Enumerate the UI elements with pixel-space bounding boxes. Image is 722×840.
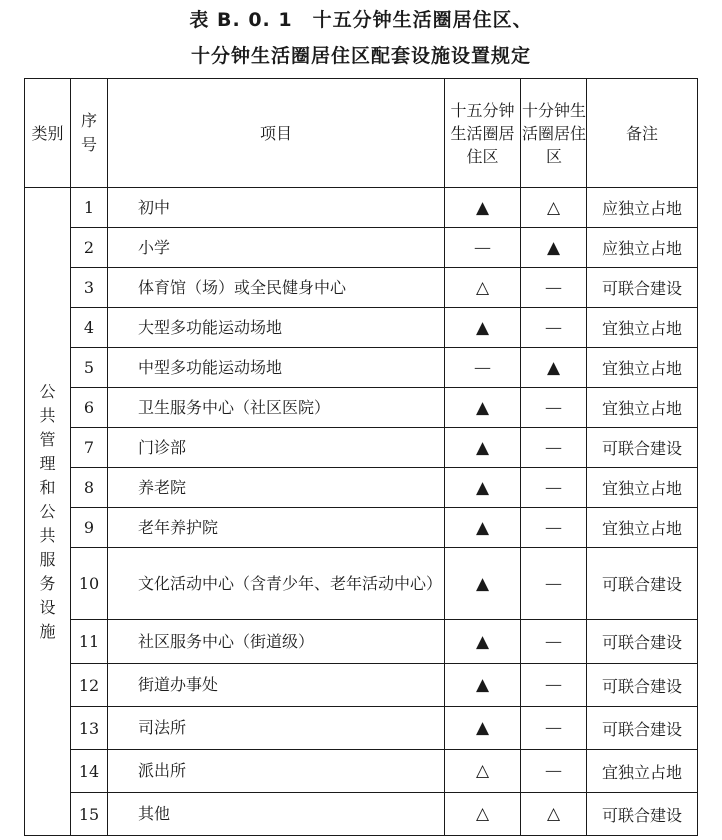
row-fifteen-min: △ bbox=[445, 793, 521, 836]
row-remark: 宜独立占地 bbox=[587, 308, 698, 348]
row-item bbox=[108, 548, 445, 620]
table-row bbox=[25, 508, 698, 548]
row-fifteen-min: ▲ bbox=[445, 388, 521, 428]
row-item-text: 初中 bbox=[138, 197, 171, 217]
row-item bbox=[108, 388, 445, 428]
row-ten-min: — bbox=[521, 308, 587, 348]
row-seq: 1 bbox=[71, 188, 108, 228]
row-item bbox=[108, 268, 445, 308]
row-ten-min: — bbox=[521, 620, 587, 664]
table-title bbox=[0, 2, 722, 74]
row-item bbox=[108, 664, 445, 707]
row-ten-min: — bbox=[521, 508, 587, 548]
table-row bbox=[25, 188, 698, 228]
row-fifteen-min: ▲ bbox=[445, 468, 521, 508]
row-ten-min: ▲ bbox=[521, 348, 587, 388]
table-row bbox=[25, 707, 698, 750]
row-ten-min: — bbox=[521, 388, 587, 428]
category-label: 公共管理和公共服务设施 bbox=[39, 381, 56, 641]
row-item-text: 老年养护院 bbox=[138, 517, 219, 537]
table-row bbox=[25, 268, 698, 308]
row-fifteen-min: ▲ bbox=[445, 308, 521, 348]
row-ten-min: △ bbox=[521, 793, 587, 836]
row-seq: 7 bbox=[71, 428, 108, 468]
header-remark: 备注 bbox=[587, 79, 698, 188]
row-fifteen-min: ▲ bbox=[445, 428, 521, 468]
header-item: 项目 bbox=[108, 79, 445, 188]
row-fifteen-min: △ bbox=[445, 268, 521, 308]
row-item bbox=[108, 228, 445, 268]
row-remark: 可联合建设 bbox=[587, 268, 698, 308]
table-row bbox=[25, 548, 698, 620]
row-seq: 5 bbox=[71, 348, 108, 388]
row-item bbox=[108, 348, 445, 388]
row-fifteen-min: — bbox=[445, 228, 521, 268]
row-item-text: 街道办事处 bbox=[138, 675, 219, 694]
row-fifteen-min: ▲ bbox=[445, 707, 521, 750]
row-fifteen-min: ▲ bbox=[445, 620, 521, 664]
table-body bbox=[25, 188, 698, 836]
row-item bbox=[108, 750, 445, 793]
row-seq: 4 bbox=[71, 308, 108, 348]
row-ten-min: — bbox=[521, 268, 587, 308]
title-line-2: 十分钟生活圈居住区配套设施设置规定 bbox=[190, 45, 531, 67]
row-seq: 12 bbox=[71, 664, 108, 707]
row-remark: 宜独立占地 bbox=[587, 388, 698, 428]
row-remark: 可联合建设 bbox=[587, 620, 698, 664]
row-ten-min: — bbox=[521, 750, 587, 793]
row-fifteen-min: ▲ bbox=[445, 664, 521, 707]
row-seq: 15 bbox=[71, 793, 108, 836]
row-item bbox=[108, 620, 445, 664]
row-remark: 可联合建设 bbox=[587, 793, 698, 836]
row-remark: 可联合建设 bbox=[587, 664, 698, 707]
row-ten-min: — bbox=[521, 428, 587, 468]
header-ten-min: 十分钟生活圈居住区 bbox=[521, 79, 587, 188]
row-item-text: 其他 bbox=[138, 804, 171, 823]
header-category: 类别 bbox=[25, 79, 71, 188]
row-ten-min: — bbox=[521, 664, 587, 707]
title-line-1: 表 B. 0. 1 十五分钟生活圈居住区、 bbox=[189, 9, 533, 31]
table-row bbox=[25, 750, 698, 793]
row-item-text: 小学 bbox=[138, 237, 171, 257]
row-item bbox=[108, 188, 445, 228]
row-ten-min: △ bbox=[521, 188, 587, 228]
row-seq: 14 bbox=[71, 750, 108, 793]
row-item-text: 门诊部 bbox=[138, 437, 187, 457]
row-seq: 8 bbox=[71, 468, 108, 508]
table-row bbox=[25, 308, 698, 348]
row-seq: 2 bbox=[71, 228, 108, 268]
header-seq: 序号 bbox=[71, 79, 108, 188]
row-seq: 11 bbox=[71, 620, 108, 664]
facilities-table bbox=[24, 78, 698, 836]
row-item-text: 大型多功能运动场地 bbox=[138, 317, 283, 337]
header-fifteen-min: 十五分钟生活圈居住区 bbox=[445, 79, 521, 188]
row-remark: 可联合建设 bbox=[587, 548, 698, 620]
table-row bbox=[25, 348, 698, 388]
row-ten-min: — bbox=[521, 707, 587, 750]
row-ten-min: ▲ bbox=[521, 228, 587, 268]
row-remark: 可联合建设 bbox=[587, 707, 698, 750]
row-fifteen-min: ▲ bbox=[445, 508, 521, 548]
row-fifteen-min: △ bbox=[445, 750, 521, 793]
row-item-text: 文化活动中心（含青少年、老年活动中心） bbox=[138, 573, 443, 593]
row-remark: 宜独立占地 bbox=[587, 468, 698, 508]
table-row bbox=[25, 793, 698, 836]
row-item-text: 司法所 bbox=[138, 718, 187, 737]
table-row bbox=[25, 664, 698, 707]
row-item-text: 社区服务中心（街道级） bbox=[138, 631, 315, 651]
row-remark: 宜独立占地 bbox=[587, 750, 698, 793]
table-row bbox=[25, 228, 698, 268]
row-remark: 可联合建设 bbox=[587, 428, 698, 468]
row-seq: 9 bbox=[71, 508, 108, 548]
row-item-text: 中型多功能运动场地 bbox=[138, 357, 283, 377]
category-cell bbox=[25, 188, 71, 836]
row-item bbox=[108, 707, 445, 750]
row-seq: 10 bbox=[71, 548, 108, 620]
row-item bbox=[108, 508, 445, 548]
row-remark: 应独立占地 bbox=[587, 228, 698, 268]
row-ten-min: — bbox=[521, 468, 587, 508]
row-item-text: 派出所 bbox=[138, 761, 187, 780]
table-row bbox=[25, 388, 698, 428]
row-item-text: 养老院 bbox=[138, 477, 187, 497]
row-seq: 13 bbox=[71, 707, 108, 750]
row-item bbox=[108, 308, 445, 348]
row-remark: 宜独立占地 bbox=[587, 508, 698, 548]
table-row bbox=[25, 620, 698, 664]
header-row bbox=[25, 79, 698, 188]
row-item bbox=[108, 428, 445, 468]
row-fifteen-min: ▲ bbox=[445, 188, 521, 228]
row-seq: 3 bbox=[71, 268, 108, 308]
row-ten-min: — bbox=[521, 548, 587, 620]
table-row bbox=[25, 428, 698, 468]
row-item-text: 体育馆（场）或全民健身中心 bbox=[138, 277, 347, 297]
table-row bbox=[25, 468, 698, 508]
row-remark: 应独立占地 bbox=[587, 188, 698, 228]
row-fifteen-min: ▲ bbox=[445, 548, 521, 620]
row-fifteen-min: — bbox=[445, 348, 521, 388]
row-item bbox=[108, 793, 445, 836]
row-item-text: 卫生服务中心（社区医院） bbox=[138, 397, 331, 417]
row-item bbox=[108, 468, 445, 508]
row-seq: 6 bbox=[71, 388, 108, 428]
row-remark: 宜独立占地 bbox=[587, 348, 698, 388]
